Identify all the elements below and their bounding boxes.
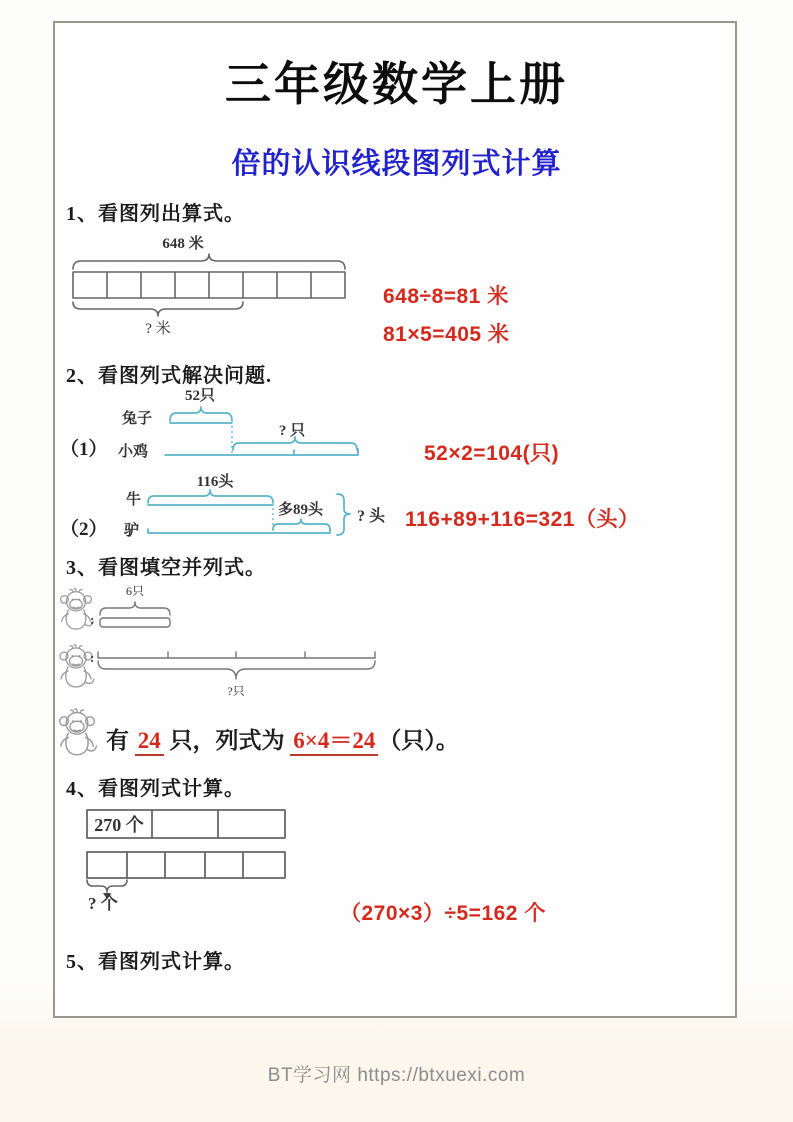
q3-line-label: ?只	[227, 684, 245, 698]
q3-bar-label: 6只	[125, 584, 145, 598]
q3-bar-brace	[100, 602, 170, 615]
q3-fill-middle: 只，列式为	[163, 728, 291, 753]
q2-part2-diagram	[110, 468, 400, 548]
q4-bottom-bar	[87, 852, 285, 878]
q2p2-more-label: 多89头	[278, 502, 324, 518]
q2p1-question-label: ? 只	[278, 423, 306, 439]
q2p2-top-label: 116头	[196, 474, 234, 490]
monkey-icon	[50, 706, 104, 758]
q3-fill-line	[106, 722, 459, 755]
q2p2-row1-label: 牛	[126, 492, 142, 508]
q2-heading: 2、看图列式解决问题.	[66, 365, 272, 387]
q4-part-brace	[87, 880, 127, 892]
footer-watermark: BT学习网 https://btxuexi.com	[267, 1065, 526, 1086]
q4-cell-label: 270 个	[94, 815, 144, 835]
q3-fill-answer2: 6×4＝24	[290, 728, 378, 756]
q2-part2-index: （2）	[60, 519, 108, 540]
q1-part-label: ? 米	[145, 321, 171, 337]
q3-bar-rect	[100, 618, 170, 627]
q1-total-label: 648 米	[162, 236, 204, 252]
q4-answer: （270×3）÷5=162 个	[340, 902, 546, 925]
q1-part-brace	[73, 302, 243, 316]
q3-line-diagram	[88, 638, 388, 700]
q2p1-rabbit-brace	[170, 407, 232, 421]
q2p2-total-bracket	[337, 494, 350, 535]
q2p2-more-brace	[273, 519, 330, 530]
q2p1-top-label: 52只	[184, 388, 216, 404]
q4-diagram	[80, 800, 410, 912]
page-title: 三年级数学上册	[225, 59, 568, 110]
q1-answer-line2: 81×5=405 米	[383, 323, 510, 346]
q1-diagram	[68, 234, 378, 338]
q2p1-row2-label: 小鸡	[118, 444, 149, 460]
q5-heading: 5、看图列式计算。	[66, 951, 245, 973]
q2p2-cow-brace	[148, 490, 273, 503]
q1-bar	[73, 272, 345, 298]
q3-fill-answer1: 24	[135, 728, 164, 756]
q2p2-row2-label: 驴	[124, 523, 140, 539]
q3-bar-diagram	[88, 583, 198, 633]
q3-row2-colon: :	[90, 650, 95, 665]
q2p1-chick-brace	[233, 437, 357, 450]
q2p1-chick-line	[165, 449, 358, 455]
q3-fill-suffix: （只）。	[378, 728, 459, 753]
q1-answer-line1: 648÷8=81 米	[383, 285, 509, 308]
q1-heading: 1、看图列出算式。	[66, 203, 245, 225]
q3-line-brace	[98, 661, 375, 679]
q2-part1-diagram	[110, 383, 380, 465]
q3-segment-line	[98, 652, 375, 658]
q2p2-donkey-line	[148, 529, 330, 533]
q4-heading: 4、看图列式计算。	[66, 778, 245, 800]
q3-row1-colon: :	[90, 612, 95, 627]
q3-fill-prefix: 有	[106, 728, 135, 753]
page-subtitle: 倍的认识线段图列式计算	[231, 148, 562, 180]
q1-total-brace	[73, 254, 345, 269]
q2-part2-answer: 116+89+116=321（头）	[405, 508, 640, 531]
q4-question-label: ? 个	[88, 894, 118, 913]
q2p2-question-label: ? 头	[357, 508, 386, 525]
q3-heading: 3、看图填空并列式。	[66, 557, 266, 579]
q2-part1-answer: 52×2=104(只)	[424, 442, 560, 465]
q2p1-row1-label: 兔子	[122, 411, 153, 427]
q2-part1-index: （1）	[60, 439, 108, 460]
